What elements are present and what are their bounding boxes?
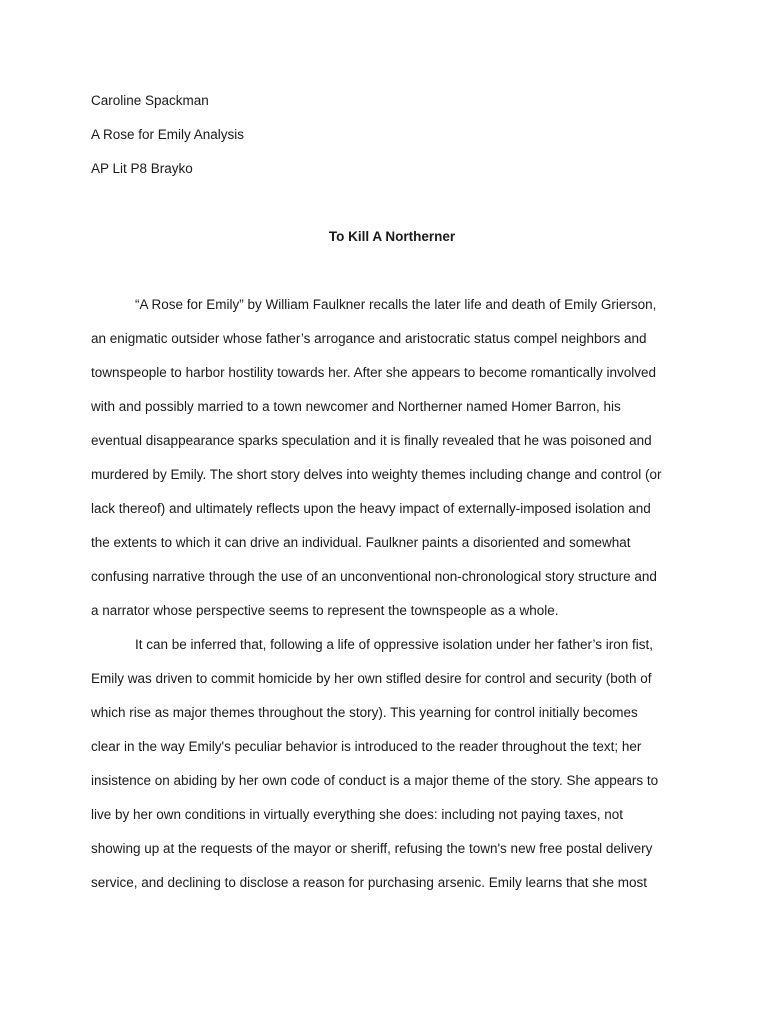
paragraph-2-line-3: which rise as major themes throughout the story). This yearning for control initially becomes	[91, 705, 638, 720]
paragraph-1-line-8: the extents to which it can drive an individual. Faulkner paints a disoriented and somewhat	[91, 535, 631, 550]
course-name: AP Lit P8 Brayko	[91, 161, 193, 176]
paragraph-1-line-6: murdered by Emily. The short story delves into weighty themes including change and control (or	[91, 467, 662, 482]
paragraph-2-line-6: live by her own conditions in virtually everything she does: including not paying taxes, not	[91, 807, 624, 822]
essay-title: To Kill A Northerner	[328, 229, 456, 244]
paragraph-1-line-7: lack thereof) and ultimately reflects upon the heavy impact of externally-imposed isolation and	[91, 501, 651, 516]
paragraph-2-line-4: clear in the way Emily's peculiar behavior is introduced to the reader throughout the text; her	[91, 739, 642, 754]
paragraph-1-line-5: eventual disappearance sparks speculation and it is finally revealed that he was poisoned and	[91, 433, 652, 448]
paragraph-2-line-5: insistence on abiding by her own code of conduct is a major theme of the story. She appears to	[91, 773, 659, 788]
paragraph-2-line-2: Emily was driven to commit homicide by her own stifled desire for control and security (both of	[91, 671, 652, 686]
paragraph-1-line-3: townspeople to harbor hostility towards her. After she appears to become romantically involved	[91, 365, 657, 380]
paragraph-1-line-1: “A Rose for Emily” by William Faulkner recalls the later life and death of Emily Grierson,	[135, 297, 657, 312]
paragraph-1-line-10: a narrator whose perspective seems to represent the townspeople as a whole.	[91, 603, 559, 618]
paragraph-1-line-4: with and possibly married to a town newcomer and Northerner named Homer Barron, his	[91, 399, 621, 414]
paragraph-1-line-9: confusing narrative through the use of an unconventional non-chronological story structure and	[91, 569, 657, 584]
paragraph-2-line-7: showing up at the requests of the mayor or sheriff, refusing the town's new free postal delivery	[91, 841, 653, 856]
paragraph-1-line-2: an enigmatic outsider whose father’s arrogance and aristocratic status compel neighbors and	[91, 331, 647, 346]
assignment-name: A Rose for Emily Analysis	[91, 127, 245, 142]
author-name: Caroline Spackman	[91, 93, 209, 108]
paragraph-2-line-1: It can be inferred that, following a life of oppressive isolation under her father’s iron fist,	[135, 637, 654, 652]
paragraph-2-line-8: service, and declining to disclose a reason for purchasing arsenic. Emily learns that she most	[91, 875, 648, 890]
